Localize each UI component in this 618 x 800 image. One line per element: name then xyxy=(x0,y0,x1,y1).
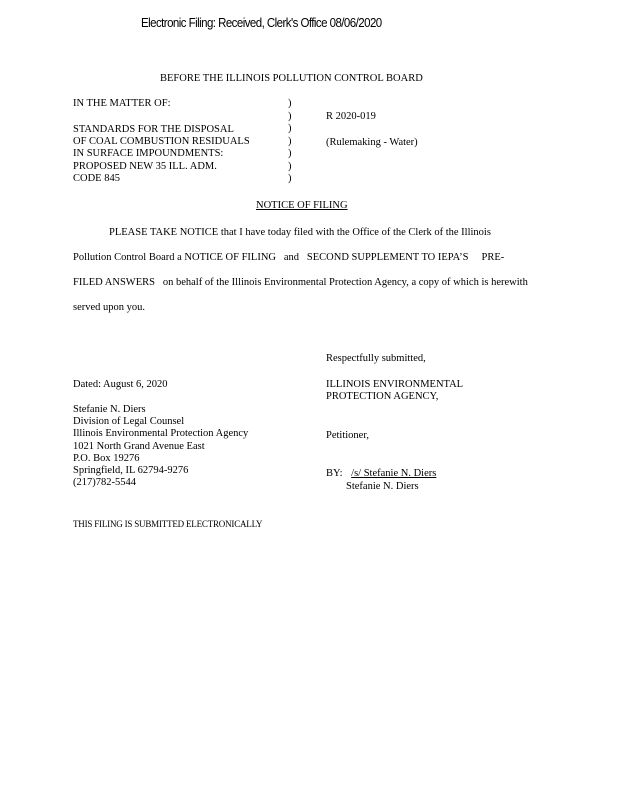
paren: ) xyxy=(288,135,292,147)
contact-name: Stefanie N. Diers xyxy=(73,404,146,415)
contact-street: 1021 North Grand Avenue East xyxy=(73,440,205,452)
caption-line: OF COAL COMBUSTION RESIDUALS xyxy=(73,136,250,148)
contact-phone: (217)782-5544 xyxy=(73,477,136,489)
rulemaking-type: (Rulemaking - Water) xyxy=(326,137,418,148)
paren: ) xyxy=(288,148,292,159)
contact-division: Division of Legal Counsel xyxy=(73,416,185,428)
caption-line: IN SURFACE IMPOUNDMENTS: xyxy=(73,148,224,160)
electronic-signature: /s/ Stefanie N. Diers xyxy=(351,468,437,479)
signature-line xyxy=(326,468,436,480)
body-line-3: FILED ANSWERS on behalf of the Illinois Environmental Protection Agency, a copy of which is herewith xyxy=(73,277,528,288)
electronic-filing-note: THIS FILING IS SUBMITTED ELECTRONICALLY xyxy=(73,519,263,529)
by-label: BY: xyxy=(326,468,343,479)
paren: ) xyxy=(288,98,292,109)
contact-city: Springfield, IL 62794-9276 xyxy=(73,465,189,477)
dated-line: Dated: August 6, 2020 xyxy=(73,379,168,390)
petitioner-label: Petitioner, xyxy=(326,430,370,441)
agency-name-line-1: ILLINOIS ENVIRONMENTAL xyxy=(326,379,464,390)
caption-line: PROPOSED NEW 35 ILL. ADM. xyxy=(73,160,217,172)
contact-agency: Illinois Environmental Protection Agency xyxy=(73,428,249,440)
board-title: BEFORE THE ILLINOIS POLLUTION CONTROL BOARD xyxy=(160,73,423,84)
caption-parentheses xyxy=(288,98,292,186)
body-line-2: Pollution Control Board a NOTICE OF FILING and SECOND SUPPLEMENT TO IEPA’S PRE- xyxy=(73,252,505,263)
caption-line: CODE 845 xyxy=(73,172,120,184)
agency-name-line-2: PROTECTION AGENCY, xyxy=(326,391,439,402)
docket-number: R 2020-019 xyxy=(326,111,376,122)
body-line-4: served upon you. xyxy=(73,302,146,313)
paren: ) xyxy=(288,110,292,122)
contact-po-box: P.O. Box 19276 xyxy=(73,452,140,464)
notice-heading: NOTICE OF FILING xyxy=(256,200,348,211)
respectfully-submitted: Respectfully submitted, xyxy=(326,353,426,364)
contact-block xyxy=(73,404,248,489)
paren: ) xyxy=(288,160,292,172)
paren: ) xyxy=(288,173,292,184)
in-the-matter-label: IN THE MATTER OF: xyxy=(73,98,171,109)
case-caption xyxy=(73,124,250,185)
signer-name: Stefanie N. Diers xyxy=(346,481,419,492)
paren: ) xyxy=(288,123,292,134)
filing-stamp: Electronic Filing: Received, Clerk's Office 08/06/2020 xyxy=(141,16,382,30)
body-line-1: PLEASE TAKE NOTICE that I have today filed with the Office of the Clerk of the Illinois xyxy=(109,227,491,238)
caption-line: STANDARDS FOR THE DISPOSAL xyxy=(73,124,234,135)
